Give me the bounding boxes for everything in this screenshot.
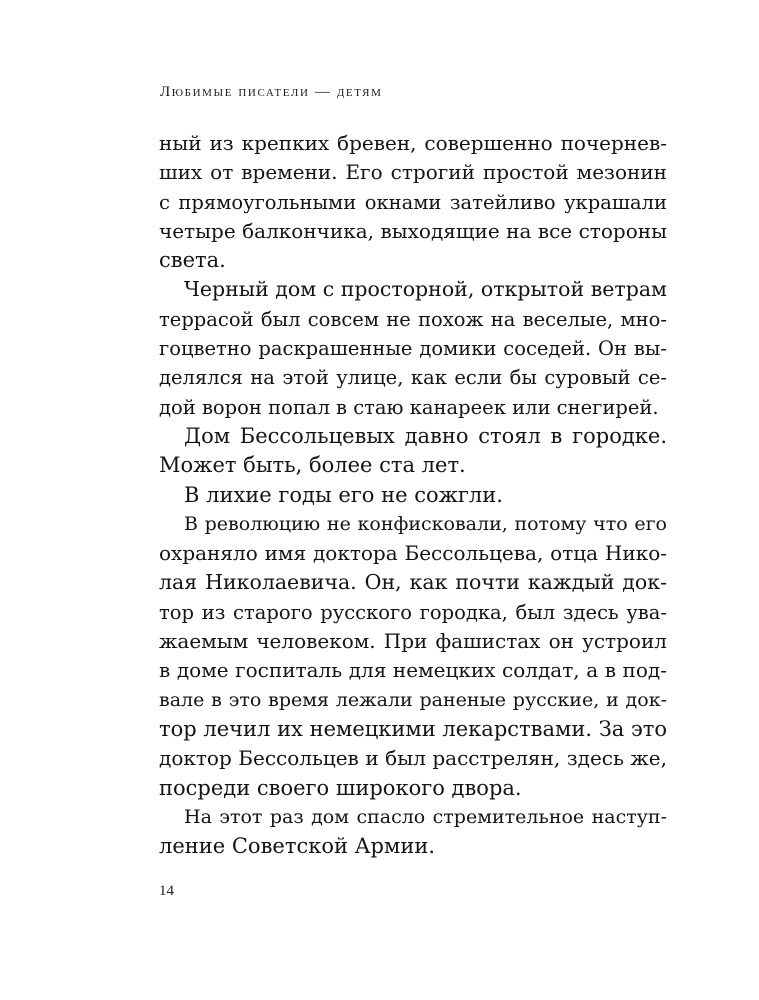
paragraph bbox=[159, 803, 667, 862]
text-line: ление Советской Армии. bbox=[159, 834, 435, 859]
text-line: жаемым человеком. При фашистах он устроил bbox=[159, 629, 667, 654]
text-line: посреди своего широкого двора. bbox=[159, 775, 522, 800]
paragraph bbox=[159, 510, 667, 803]
text-line: дой ворон попал в стаю канареек или снегирей. bbox=[159, 395, 659, 419]
text-line: в доме госпиталь для немецких солдат, а в под- bbox=[159, 658, 667, 683]
text-line: четыре балкончика, выходящие на все стороны bbox=[159, 218, 667, 243]
text-line: Может быть, более ста лет. bbox=[159, 453, 466, 478]
text-line: Черный дом с просторной, открытой ветрам bbox=[184, 277, 667, 302]
text-line: ших от времени. Его строгий простой мезонин bbox=[159, 160, 667, 185]
body-text bbox=[159, 129, 667, 861]
text-line: света. bbox=[159, 248, 226, 273]
running-head: Любимые писатели — детям bbox=[160, 84, 383, 100]
text-line: тор лечил их немецкими лекарствами. За это bbox=[159, 716, 667, 741]
paragraph bbox=[159, 275, 667, 421]
paragraph bbox=[159, 422, 667, 481]
text-line: вале в это время лежали раненые русские, и док- bbox=[159, 688, 667, 711]
text-line: ный из крепких бревен, совершенно почернев- bbox=[159, 131, 667, 155]
text-line: На этот раз дом спасло стремительное наступ- bbox=[184, 805, 667, 828]
text-line: Дом Бессольцевых давно стоял в городке. bbox=[184, 423, 667, 448]
text-line: В революцию не конфисковали, потому что его bbox=[184, 512, 667, 535]
text-line: гоцветно раскрашенные домики соседей. Он вы- bbox=[159, 337, 667, 361]
text-line: В лихие годы его не сожгли. bbox=[184, 482, 503, 507]
paragraph bbox=[159, 481, 667, 510]
text-line: доктор Бессольцев и был расстрелян, здесь же, bbox=[159, 746, 667, 771]
text-line: охраняло имя доктора Бессольцева, отца Нико- bbox=[159, 541, 667, 566]
paragraph bbox=[159, 129, 667, 275]
text-line: тор из старого русского городка, был здесь ува- bbox=[159, 600, 667, 624]
text-line: лая Николаевича. Он, как почти каждый док- bbox=[159, 570, 667, 595]
page-number: 14 bbox=[159, 883, 174, 899]
text-line: с прямоугольными окнами затейливо украшали bbox=[159, 190, 667, 214]
text-line: делялся на этой улице, как если бы суровый се- bbox=[159, 366, 667, 390]
text-line: террасой был совсем не похож на веселые, мно- bbox=[159, 307, 667, 331]
